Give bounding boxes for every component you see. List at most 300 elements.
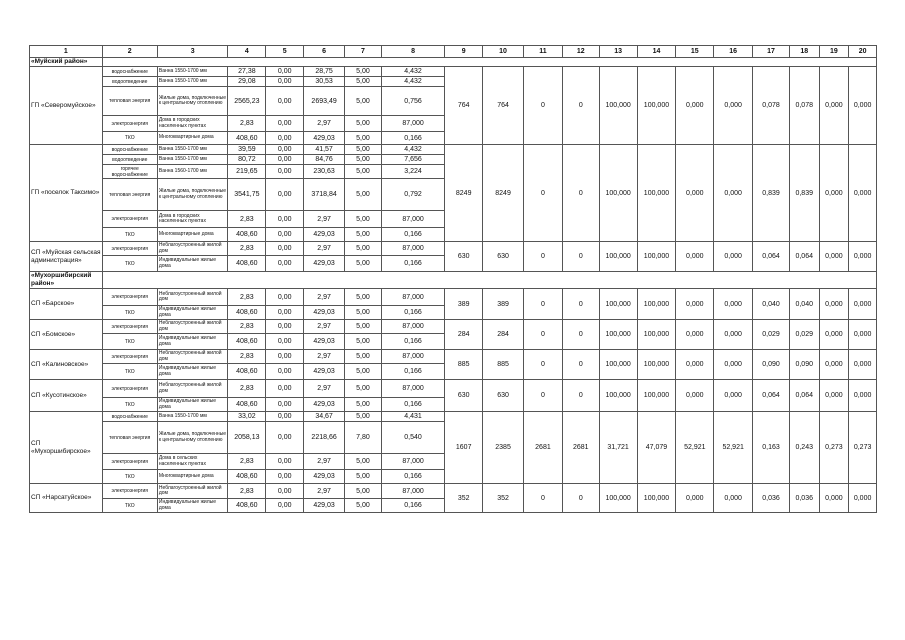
tariff-value: 5,00	[345, 380, 382, 398]
tariff-value: 0,00	[266, 155, 304, 165]
table-row	[30, 484, 877, 499]
tariff-value: 0,166	[381, 228, 444, 242]
summary-value: 0	[562, 320, 599, 350]
tariff-value: 4,432	[381, 67, 444, 77]
tariff-value: 0,00	[266, 320, 304, 334]
summary-value: 284	[483, 320, 524, 350]
tariff-value: 2565,23	[228, 87, 266, 116]
consumer-category: Ванна 1550-1700 мм	[157, 412, 228, 422]
resource-type: горячее водоснабжение	[102, 165, 157, 179]
summary-value: 0,000	[714, 350, 753, 380]
table-row	[30, 67, 877, 77]
tariff-value: 408,60	[228, 398, 266, 412]
tariff-value: 0,540	[381, 422, 444, 454]
summary-value: 0,000	[676, 289, 714, 320]
tariff-value: 2,97	[304, 484, 345, 499]
tariff-value: 5,00	[345, 412, 382, 422]
tariff-value: 2,83	[228, 320, 266, 334]
tariff-value: 2,97	[304, 242, 345, 256]
tariff-value: 5,00	[345, 398, 382, 412]
tariff-value: 5,00	[345, 211, 382, 228]
settlement-name: ГП «поселок Таксимо»	[30, 145, 103, 242]
region-name: «Муйский район»	[30, 58, 103, 67]
column-header: 6	[304, 46, 345, 58]
resource-type: ТКО	[102, 306, 157, 320]
region-filler	[102, 58, 876, 67]
summary-value: 31,721	[599, 412, 637, 484]
tariff-value: 5,00	[345, 132, 382, 145]
summary-value: 0,000	[714, 145, 753, 242]
consumer-category: Ванна 1550-1700 мм	[157, 77, 228, 87]
summary-value: 0	[524, 484, 563, 513]
tariff-value: 7,656	[381, 155, 444, 165]
consumer-category: Жилые дома, подключенные к центральному отоплению	[157, 422, 228, 454]
summary-value: 630	[483, 242, 524, 272]
resource-type: водоснабжение	[102, 67, 157, 77]
tariff-value: 2,83	[228, 484, 266, 499]
summary-value: 0,000	[819, 484, 849, 513]
resource-type: ТКО	[102, 364, 157, 380]
tariff-value: 5,00	[345, 306, 382, 320]
column-header: 18	[789, 46, 819, 58]
tariff-value: 87,000	[381, 484, 444, 499]
tariff-value: 408,60	[228, 470, 266, 484]
tariff-value: 408,60	[228, 334, 266, 350]
tariff-value: 2,83	[228, 380, 266, 398]
summary-value: 47,079	[637, 412, 676, 484]
summary-value: 764	[445, 67, 483, 145]
tariff-value: 87,000	[381, 289, 444, 306]
resource-type: ТКО	[102, 334, 157, 350]
tariff-value: 0,00	[266, 306, 304, 320]
tariff-value: 0,00	[266, 350, 304, 364]
region-filler	[102, 272, 876, 289]
tariff-value: 5,00	[345, 256, 382, 272]
resource-type: электроэнергия	[102, 484, 157, 499]
consumer-category: Дома в городских населенных пунктах	[157, 211, 228, 228]
tariff-value: 41,57	[304, 145, 345, 155]
consumer-category: Ванна 1560-1700 мм	[157, 165, 228, 179]
tariff-value: 408,60	[228, 132, 266, 145]
tariff-value: 0,00	[266, 179, 304, 211]
tariff-value: 3718,84	[304, 179, 345, 211]
consumer-category: Неблагоустроенный жилой дом	[157, 289, 228, 306]
consumer-category: Индивидуальные жилые дома	[157, 334, 228, 350]
summary-value: 0,064	[789, 242, 819, 272]
summary-value: 0,064	[789, 380, 819, 412]
tariff-value: 87,000	[381, 211, 444, 228]
consumer-category: Ванна 1550-1700 мм	[157, 145, 228, 155]
column-header: 19	[819, 46, 849, 58]
tariff-value: 34,67	[304, 412, 345, 422]
summary-value: 100,000	[599, 320, 637, 350]
resource-type: электроэнергия	[102, 211, 157, 228]
tariff-value: 0,166	[381, 256, 444, 272]
summary-value: 0,000	[714, 380, 753, 412]
tariff-value: 0,00	[266, 334, 304, 350]
tariff-value: 0,00	[266, 145, 304, 155]
tariff-value: 0,166	[381, 470, 444, 484]
settlement-name: СП «Мухоршибирское»	[30, 412, 103, 484]
summary-value: 630	[483, 380, 524, 412]
consumer-category: Ванна 1550-1700 мм	[157, 155, 228, 165]
settlement-name: СП «Кусотинское»	[30, 380, 103, 412]
summary-value: 352	[483, 484, 524, 513]
resource-type: водоотведение	[102, 155, 157, 165]
column-header: 11	[524, 46, 563, 58]
summary-value: 0,000	[849, 484, 877, 513]
summary-value: 0	[524, 320, 563, 350]
summary-value: 100,000	[637, 320, 676, 350]
summary-value: 100,000	[637, 380, 676, 412]
summary-value: 0,000	[849, 320, 877, 350]
tariff-value: 0,00	[266, 165, 304, 179]
table-row	[30, 412, 877, 422]
summary-value: 0,000	[819, 350, 849, 380]
tariff-value: 408,60	[228, 499, 266, 513]
resource-type: тепловая энергия	[102, 422, 157, 454]
tariff-value: 87,000	[381, 242, 444, 256]
consumer-category: Индивидуальные жилые дома	[157, 364, 228, 380]
tariff-value: 0,00	[266, 211, 304, 228]
tariff-value: 27,38	[228, 67, 266, 77]
table-body	[30, 46, 877, 513]
summary-value: 0,000	[819, 242, 849, 272]
tariff-value: 0,166	[381, 364, 444, 380]
tariff-value: 0,00	[266, 470, 304, 484]
summary-value: 0	[562, 380, 599, 412]
summary-value: 100,000	[599, 484, 637, 513]
resource-type: ТКО	[102, 470, 157, 484]
resource-type: электроэнергия	[102, 242, 157, 256]
tariff-value: 5,00	[345, 116, 382, 132]
consumer-category: Многоквартирные дома	[157, 132, 228, 145]
summary-value: 0	[562, 350, 599, 380]
tariff-value: 219,65	[228, 165, 266, 179]
summary-value: 0,000	[676, 242, 714, 272]
tariff-value: 408,60	[228, 364, 266, 380]
tariff-value: 429,03	[304, 228, 345, 242]
summary-value: 0,273	[819, 412, 849, 484]
tariff-value: 5,00	[345, 289, 382, 306]
tariff-value: 0,00	[266, 228, 304, 242]
summary-value: 0,078	[789, 67, 819, 145]
tariff-value: 87,000	[381, 320, 444, 334]
tariff-value: 429,03	[304, 364, 345, 380]
tariff-value: 0,00	[266, 77, 304, 87]
consumer-category: Индивидуальные жилые дома	[157, 398, 228, 412]
summary-value: 0,000	[714, 67, 753, 145]
table-row	[30, 289, 877, 306]
resource-type: тепловая энергия	[102, 179, 157, 211]
column-header: 20	[849, 46, 877, 58]
summary-value: 100,000	[599, 145, 637, 242]
consumer-category: Многоквартирные дома	[157, 470, 228, 484]
tariff-value: 0,00	[266, 116, 304, 132]
summary-value: 100,000	[637, 484, 676, 513]
consumer-category: Жилые дома, подключенные к центральному отоплению	[157, 87, 228, 116]
tariff-value: 87,000	[381, 454, 444, 470]
tariff-value: 4,432	[381, 145, 444, 155]
summary-value: 0	[562, 242, 599, 272]
summary-value: 0,000	[714, 289, 753, 320]
tariff-value: 408,60	[228, 256, 266, 272]
column-header: 3	[157, 46, 228, 58]
tariff-value: 5,00	[345, 155, 382, 165]
tariff-value: 87,000	[381, 350, 444, 364]
tariff-value: 0,00	[266, 398, 304, 412]
tariff-value: 2,83	[228, 242, 266, 256]
tariff-value: 429,03	[304, 499, 345, 513]
resource-type: тепловая энергия	[102, 87, 157, 116]
tariff-value: 2,83	[228, 211, 266, 228]
column-header: 7	[345, 46, 382, 58]
tariff-value: 5,00	[345, 484, 382, 499]
tariff-value: 2693,49	[304, 87, 345, 116]
summary-value: 0,000	[714, 242, 753, 272]
column-header: 10	[483, 46, 524, 58]
tariff-value: 0,166	[381, 334, 444, 350]
tariff-value: 87,000	[381, 380, 444, 398]
consumer-category: Индивидуальные жилые дома	[157, 306, 228, 320]
summary-value: 0,000	[819, 289, 849, 320]
summary-value: 0,000	[849, 380, 877, 412]
tariff-value: 2,97	[304, 116, 345, 132]
summary-value: 0,040	[789, 289, 819, 320]
column-header: 17	[753, 46, 790, 58]
summary-value: 0,090	[789, 350, 819, 380]
tariff-value: 3,224	[381, 165, 444, 179]
summary-value: 0,839	[789, 145, 819, 242]
summary-value: 0,064	[753, 380, 790, 412]
summary-value: 100,000	[599, 350, 637, 380]
tariff-value: 429,03	[304, 334, 345, 350]
tariff-value: 429,03	[304, 470, 345, 484]
column-header: 1	[30, 46, 103, 58]
tariff-value: 3541,75	[228, 179, 266, 211]
summary-value: 0,040	[753, 289, 790, 320]
tariff-value: 0,792	[381, 179, 444, 211]
tariff-value: 429,03	[304, 398, 345, 412]
tariff-value: 80,72	[228, 155, 266, 165]
tariff-value: 2,97	[304, 380, 345, 398]
table-row	[30, 320, 877, 334]
summary-value: 0,078	[753, 67, 790, 145]
summary-value: 630	[445, 242, 483, 272]
tariff-value: 5,00	[345, 67, 382, 77]
tariff-value: 5,00	[345, 470, 382, 484]
tariff-value: 29,08	[228, 77, 266, 87]
summary-value: 0,036	[789, 484, 819, 513]
region-name: «Мухоршибирский район»	[30, 272, 103, 289]
column-header: 2	[102, 46, 157, 58]
summary-value: 0,273	[849, 412, 877, 484]
summary-value: 630	[445, 380, 483, 412]
tariff-value: 39,59	[228, 145, 266, 155]
tariff-value: 5,00	[345, 499, 382, 513]
resource-type: электроэнергия	[102, 289, 157, 306]
summary-value: 885	[483, 350, 524, 380]
summary-value: 0,029	[789, 320, 819, 350]
resource-type: водоотведение	[102, 77, 157, 87]
summary-value: 0	[562, 145, 599, 242]
summary-value: 0,000	[676, 350, 714, 380]
region-row	[30, 58, 877, 67]
tariff-value: 5,00	[345, 228, 382, 242]
summary-value: 0,000	[676, 484, 714, 513]
summary-value: 0,000	[849, 350, 877, 380]
column-header: 5	[266, 46, 304, 58]
summary-value: 284	[445, 320, 483, 350]
summary-value: 0,000	[676, 320, 714, 350]
tariff-value: 5,00	[345, 364, 382, 380]
summary-value: 0,243	[789, 412, 819, 484]
summary-value: 0,000	[849, 289, 877, 320]
tariff-value: 0,756	[381, 87, 444, 116]
tariff-value: 0,00	[266, 380, 304, 398]
tariff-value: 0,166	[381, 132, 444, 145]
tariff-value: 5,00	[345, 87, 382, 116]
consumer-category: Неблагоустроенный жилой дом	[157, 242, 228, 256]
resource-type: электроэнергия	[102, 320, 157, 334]
tariff-value: 429,03	[304, 306, 345, 320]
resource-type: водоснабжение	[102, 412, 157, 422]
summary-value: 52,921	[676, 412, 714, 484]
tariff-value: 0,00	[266, 242, 304, 256]
summary-value: 0,036	[753, 484, 790, 513]
resource-type: ТКО	[102, 228, 157, 242]
resource-type: ТКО	[102, 256, 157, 272]
summary-value: 0	[524, 67, 563, 145]
tariff-value: 5,00	[345, 320, 382, 334]
resource-type: электроэнергия	[102, 380, 157, 398]
summary-value: 8249	[483, 145, 524, 242]
resource-type: электроэнергия	[102, 454, 157, 470]
summary-value: 0,029	[753, 320, 790, 350]
summary-value: 0	[562, 67, 599, 145]
summary-value: 0,000	[676, 380, 714, 412]
region-row	[30, 272, 877, 289]
consumer-category: Неблагоустроенный жилой дом	[157, 350, 228, 364]
tariff-value: 5,00	[345, 454, 382, 470]
tariff-value: 28,75	[304, 67, 345, 77]
summary-value: 0,000	[676, 145, 714, 242]
consumer-category: Индивидуальные жилые дома	[157, 256, 228, 272]
consumer-category: Ванна 1550-1700 мм	[157, 67, 228, 77]
column-header: 9	[445, 46, 483, 58]
summary-value: 2681	[524, 412, 563, 484]
summary-value: 352	[445, 484, 483, 513]
consumer-category: Дома в городских населенных пунктах	[157, 116, 228, 132]
tariff-value: 4,431	[381, 412, 444, 422]
tariff-value: 2,97	[304, 454, 345, 470]
tariff-value: 0,166	[381, 499, 444, 513]
summary-value: 885	[445, 350, 483, 380]
summary-value: 0,000	[849, 67, 877, 145]
summary-value: 0,000	[849, 242, 877, 272]
tariff-value: 5,00	[345, 350, 382, 364]
summary-value: 764	[483, 67, 524, 145]
settlement-name: СП «Барское»	[30, 289, 103, 320]
table-row	[30, 242, 877, 256]
tariff-value: 0,00	[266, 132, 304, 145]
tariff-value: 2,83	[228, 454, 266, 470]
summary-value: 8249	[445, 145, 483, 242]
tariff-value: 5,00	[345, 179, 382, 211]
tariff-value: 0,166	[381, 306, 444, 320]
settlement-name: СП «Нарсатуйское»	[30, 484, 103, 513]
tariff-value: 0,00	[266, 499, 304, 513]
summary-value: 0,839	[753, 145, 790, 242]
summary-value: 0,000	[849, 145, 877, 242]
settlement-name: ГП «Северомуйское»	[30, 67, 103, 145]
tariff-value: 30,53	[304, 77, 345, 87]
table-row	[30, 380, 877, 398]
tariff-value: 429,03	[304, 256, 345, 272]
summary-value: 0	[524, 350, 563, 380]
tariff-value: 2058,13	[228, 422, 266, 454]
summary-value: 100,000	[599, 289, 637, 320]
tariff-table	[29, 45, 877, 513]
tariff-value: 0,00	[266, 484, 304, 499]
settlement-name: СП «Бомское»	[30, 320, 103, 350]
summary-value: 0,000	[676, 67, 714, 145]
tariff-value: 0,00	[266, 87, 304, 116]
column-header: 16	[714, 46, 753, 58]
resource-type: ТКО	[102, 499, 157, 513]
tariff-value: 5,00	[345, 242, 382, 256]
tariff-value: 0,00	[266, 412, 304, 422]
summary-value: 2681	[562, 412, 599, 484]
summary-value: 100,000	[637, 350, 676, 380]
consumer-category: Неблагоустроенный жилой дом	[157, 320, 228, 334]
summary-value: 0,000	[819, 67, 849, 145]
summary-value: 0	[562, 484, 599, 513]
summary-value: 0,064	[753, 242, 790, 272]
summary-value: 2385	[483, 412, 524, 484]
summary-value: 0,000	[819, 145, 849, 242]
summary-value: 52,921	[714, 412, 753, 484]
consumer-category: Неблагоустроенный жилой дом	[157, 484, 228, 499]
tariff-value: 4,432	[381, 77, 444, 87]
summary-value: 100,000	[637, 242, 676, 272]
tariff-value: 2,97	[304, 320, 345, 334]
column-header: 4	[228, 46, 266, 58]
tariff-value: 0,00	[266, 422, 304, 454]
column-header-row	[30, 46, 877, 58]
summary-value: 389	[445, 289, 483, 320]
tariff-value: 0,00	[266, 364, 304, 380]
tariff-value: 0,00	[266, 289, 304, 306]
tariff-value: 0,00	[266, 256, 304, 272]
resource-type: электроэнергия	[102, 350, 157, 364]
summary-value: 0,000	[819, 320, 849, 350]
consumer-category: Многоквартирные дома	[157, 228, 228, 242]
summary-value: 0	[562, 289, 599, 320]
tariff-value: 2,97	[304, 350, 345, 364]
resource-type: водоснабжение	[102, 145, 157, 155]
tariff-value: 5,00	[345, 165, 382, 179]
tariff-value: 7,80	[345, 422, 382, 454]
settlement-name: СП «Муйская сельская администрация»	[30, 242, 103, 272]
column-header: 12	[562, 46, 599, 58]
summary-value: 100,000	[637, 67, 676, 145]
summary-value: 0,000	[819, 380, 849, 412]
consumer-category: Дома в сельских населенных пунктах	[157, 454, 228, 470]
tariff-value: 87,000	[381, 116, 444, 132]
tariff-value: 2,97	[304, 211, 345, 228]
consumer-category: Жилые дома, подключенные к центральному отоплению	[157, 179, 228, 211]
